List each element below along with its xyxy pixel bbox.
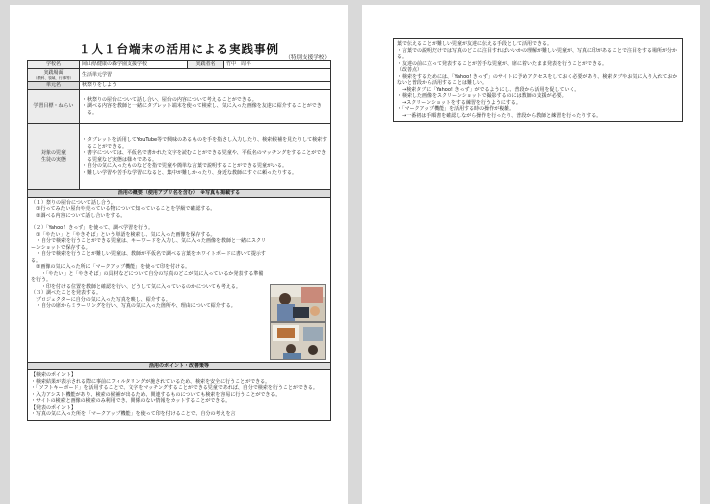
activity-line: プロジェクターに自分の気に入った写真を映し、紹介する。 [31, 296, 171, 303]
goal-cell [80, 90, 331, 124]
students-label-cell [28, 124, 80, 190]
continued-line: →一番初は手順書を確認しながら操作を行ったり、普段から教師と練習を行ったりする。 [397, 112, 602, 119]
student-item: ・難しい学習や苦手な学習になると、集中が難しかったり、身近な教師にすぐに頼ったりする。 [82, 169, 298, 176]
scene-sublabel: （教科、領域、行事等） [33, 76, 74, 80]
student-item: ・自分の気に入ったものなどを指で児童や簡単な言葉で説明することができる児童がいる。 [82, 163, 288, 169]
points-line: ・検索結果が表示される際に事前にフィルタリングが施されているため、検索を安全に行うことができる。 [31, 378, 271, 385]
scene-label-cell [28, 69, 80, 82]
activity-line: ②調べる内容について話し合いをする。 [31, 212, 126, 219]
continued-line: ・検索をするためには、「Yahoo! きっず」のサイトに予めアクセスをしておく必要があり、検索タブやお気に入り入れておかないと普段から活用することは難しい。 [397, 73, 678, 86]
points-line: ・入力アシスト機能があり、検索の候補が出るため、関連するものについても検索を容易に行うことができる。 [31, 391, 281, 398]
page-left [10, 5, 348, 504]
activity-line: ・自分で検索を行うことが難しい児童は、教師が平仮名で調べる言葉をホワイトボードに書いて提示する。 [31, 251, 266, 264]
page-right [362, 5, 700, 504]
activity-line: ①「やたい」と「やきそば」という単語を検索し、気に入った画像を保存する。 [31, 231, 216, 238]
students-label-1: 対象の児童 [40, 150, 66, 156]
goal-item: ・調べる内容を教師と一緒にタブレット端末を使って検索し、気に入った画像を友達に紹介することができる。 [82, 103, 322, 116]
report-sheet [27, 60, 331, 421]
activity-line: （２）「Yahoo！きっず」を使って、調べ学習を行う。 [31, 225, 154, 231]
points-line: 【検索のポイント】 [31, 372, 77, 378]
school-label: 学校名 [28, 61, 80, 69]
author-label: 実践者名 [188, 61, 224, 69]
students-cell [80, 124, 331, 190]
continued-box [393, 38, 683, 122]
points-header: 活用のポイント・改善策等 [27, 363, 331, 371]
points-line: ・「ソフトキーボード」を活用することで、文字をマッチングすることができる児童であれば、自分で検索を行うことができる。 [31, 385, 318, 391]
points-line: ・サイトの検索と画像の検索のみ利用でき、関係のない情報をカットすることができる。 [31, 398, 231, 404]
continued-line: ・検索した画像をスクリーンショットで撮影するのには教師の支援が必要。 [397, 93, 567, 99]
continued-line: （改善点） [397, 67, 423, 73]
activity-header: 活用の概要（使用アプリ名を含む） ※写真も掲載する [27, 190, 331, 198]
points-box [27, 370, 331, 421]
activity-box [27, 198, 331, 363]
unit-label: 単元名 [28, 82, 80, 90]
activity-line: ・「やたい」と「やきそば」の具材などについて自分の写真のどこが気に入っているか発表する準備を行う。 [31, 270, 264, 283]
activity-line: （１）祭りの屋台について話し合う。 [31, 199, 116, 206]
photo-image [271, 285, 325, 321]
scene-label: 実践場面 [43, 69, 64, 76]
activity-line: ・印を付ける位置を教師と確認を行い、どうして気に入っているのかについても考える。 [31, 283, 241, 290]
activity-line: （３）調べたことを発表する。 [31, 290, 102, 296]
points-line: 【発表のポイント】 [31, 404, 77, 411]
activity-line: ・自分の席からミラーリングを行い、写真の気に入った箇所や、理由について紹介する。 [31, 303, 236, 309]
student-item: ・タブレットを活用してYouTube等で興味のあるものを手を指さし入力したり、検索候補を見たりして検索することができる。 [82, 137, 328, 150]
classroom-photo-projector [270, 322, 326, 360]
division-label: （特別支援学校） [285, 55, 330, 61]
scene-value: 生活単元学習 [80, 69, 331, 82]
continued-line: ・「マークアップ機能」を活用する時の操作が複雑。 [397, 106, 515, 112]
activity-line: ・自分で検索を行うことができる児童は、キーワードを入力し、気に入った画像を教師と一緒にスクリーンショットで保存する。 [31, 238, 267, 251]
students-label-2: 生徒の実態 [40, 156, 66, 163]
document-title: １人１台端末の活用による実践事例 [79, 42, 279, 56]
continued-line: 葉で伝えることが難しい児童が友達に伝える手段として活用できる。 [397, 41, 553, 47]
photo-image [271, 323, 325, 359]
continued-line: →検索タブに「Yahoo! きっず」がでるようにし、普段から活用を促していく。 [397, 86, 580, 93]
school-name: 岡山県健康の森学園支援学校 [80, 61, 188, 69]
continued-line: ・言葉での説明だけでは写真のどこに注目すればいいかの理解が難しい児童が、写真に印があることで注目をする場所が分かる。 [397, 47, 678, 60]
student-item: ・書字については、平仮名で書かれた文字を読むことができる児童や、平仮名のマッチングをすることができる児童など実態は様々である。 [82, 150, 327, 163]
unit-value: 秋祭りをしよう [80, 82, 331, 90]
goal-label: 学習目標・ねらい [28, 90, 80, 124]
points-line: ・写真の気に入った所を「マークアップ機能」を使って印を付けることで、自分の考えを言 [31, 411, 236, 417]
goal-item: ・秋祭りの屋台について話し合い、屋台の内容について考えることができる。 [82, 96, 257, 103]
continued-line: →スクリーンショットをする練習を行うようにする。 [397, 99, 521, 106]
meta-table [27, 60, 331, 190]
activity-line: ①行ってみたい屋台や売っている物について知っていることを学級で確認する。 [31, 206, 216, 212]
continued-line: ・友達の前に立って発表することが苦手な児童が、席に着いたまま発表を行うことができる。 [397, 60, 608, 67]
classroom-photo-tablet [270, 284, 326, 322]
author-name: 竹中 周平 [224, 61, 331, 69]
activity-line: ②画像の気に入った所に「マークアップ機能」を使って印を付ける。 [31, 264, 191, 270]
